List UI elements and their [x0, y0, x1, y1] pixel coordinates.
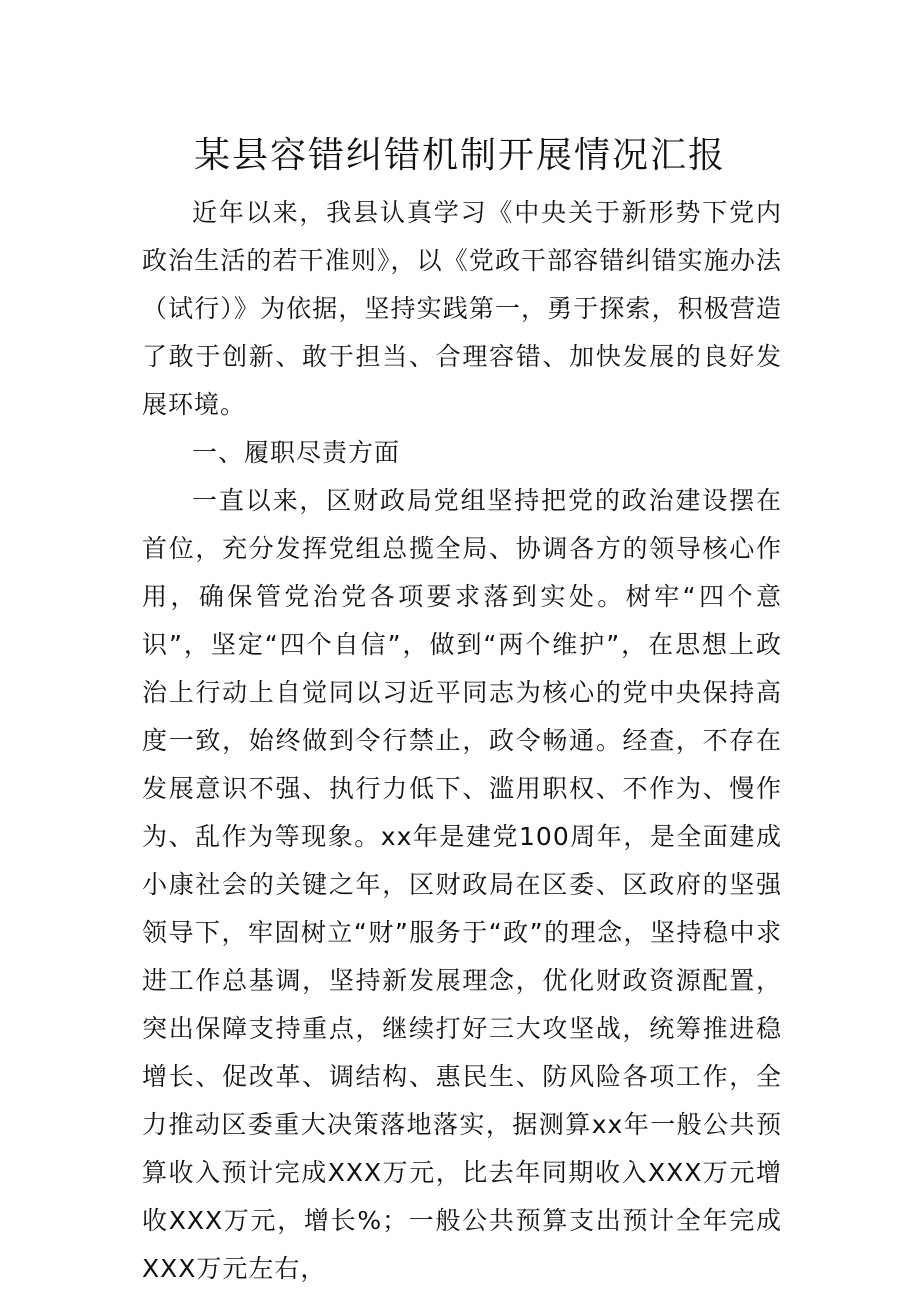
body-paragraph: 一直以来，区财政局党组坚持把党的政治建设摆在首位，充分发挥党组总揽全局、协调各方的领导核心作用，确保管党治党各项要求落到实处。树牢“四个意识”，坚定“四个自信”，做到“两个维护”，在思想上政治上行动上自觉同以习近平同志为核心的党中央保持高度一致，始终做到令行禁止，政令畅通。经查，不存在发展意识不强、执行力低下、滥用职权、不作为、慢作为、乱作为等现象。xx年是建党100周年，是全面建成小康社会的关键之年，区财政局在区委、区政府的坚强领导下，牢固树立“财”服务于“政”的理念，坚持稳中求进工作总基调，坚持新发展理念，优化财政资源配置，突出保障支持重点，继续打好三大攻坚战，统筹推进稳增长、促改革、调结构、惠民生、防风险各项工作，全力推动区委重大决策落地落实，据测算xx年一般公共预算收入预计完成XXX万元，比去年同期收入XXX万元增收XXX万元，增长%；一般公共预算支出预计全年完成XXX万元左右， — [142, 486, 782, 1283]
document-body — [142, 189, 782, 1293]
section-heading-1: 一、履职尽责方面 — [192, 438, 401, 467]
intro-paragraph: 近年以来，我县认真学习《中央关于新形势下党内政治生活的若干准则》，以《党政干部容错纠错实施办法（试行）》为依据，坚持实践第一，勇于探索，积极营造了敢于创新、敢于担当、合理容错、加快发展的良好发展环境。 — [142, 198, 782, 419]
document-title: 某县容错纠错机制开展情况汇报 — [193, 135, 726, 176]
